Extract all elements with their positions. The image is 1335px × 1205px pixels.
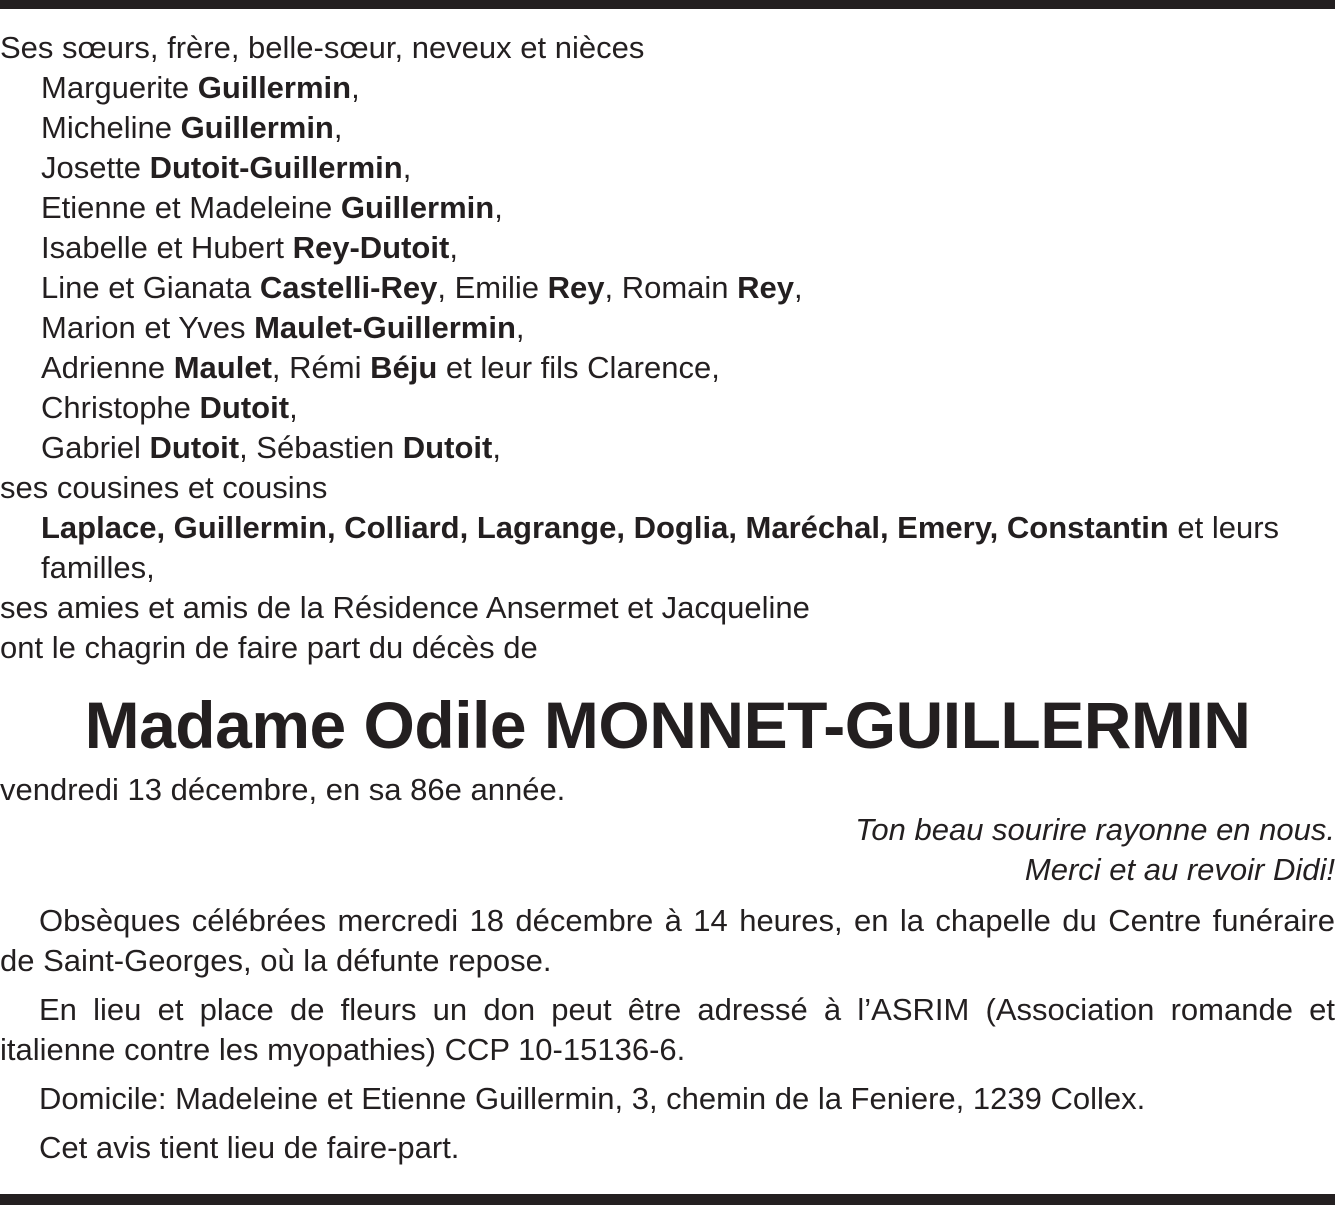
family-line-9: Christophe Dutoit, bbox=[41, 390, 298, 425]
family-line-7: Marion et Yves Maulet-Guillermin, bbox=[41, 310, 525, 345]
donation-paragraph: En lieu et place de fleurs un don peut être adressé à l’ASRIM (Association romande et italienne contre les myopathies) CCP 10-15136-6. bbox=[0, 992, 1335, 1067]
cousins-surnames: Laplace, Guillermin, Colliard, Lagrange, Doglia, Maréchal, Emery, Constantin bbox=[41, 510, 1169, 545]
obituary-notice bbox=[0, 28, 1335, 1168]
family-line-5: Isabelle et Hubert Rey-Dutoit, bbox=[41, 230, 458, 265]
family-line-2: Micheline Guillermin, bbox=[41, 110, 343, 145]
closing-paragraph: Cet avis tient lieu de faire-part. bbox=[39, 1130, 460, 1165]
quote-line-1: Ton beau sourire rayonne en nous. bbox=[855, 812, 1335, 847]
domicile-paragraph: Domicile: Madeleine et Etienne Guillermin, 3, chemin de la Feniere, 1239 Collex. bbox=[39, 1081, 1146, 1116]
cousins-intro: ses cousines et cousins bbox=[0, 470, 328, 505]
cousins-tail: et leurs familles, bbox=[41, 510, 1280, 585]
family-line-6: Line et Gianata Castelli-Rey, Emilie Rey, Romain Rey, bbox=[41, 270, 803, 305]
death-date: vendredi 13 décembre, en sa 86e année. bbox=[0, 772, 566, 807]
bottom-rule bbox=[0, 1194, 1335, 1205]
funeral-paragraph: Obsèques célébrées mercredi 18 décembre à 14 heures, en la chapelle du Centre funéraire de Saint-Georges, où la défunte repose. bbox=[0, 903, 1335, 978]
friends-line: ses amies et amis de la Résidence Ansermet et Jacqueline bbox=[0, 590, 810, 625]
intro-line: Ses sœurs, frère, belle-sœur, neveux et nièces bbox=[0, 30, 645, 65]
announce-line: ont le chagrin de faire part du décès de bbox=[0, 630, 538, 665]
top-rule bbox=[0, 0, 1335, 9]
quote-line-2: Merci et au revoir Didi! bbox=[1024, 852, 1335, 887]
family-line-3: Josette Dutoit-Guillermin, bbox=[41, 150, 412, 185]
family-line-1: Marguerite Guillermin, bbox=[41, 70, 360, 105]
cousins-names bbox=[0, 508, 1335, 588]
family-line-10: Gabriel Dutoit, Sébastien Dutoit, bbox=[41, 430, 501, 465]
family-line-8: Adrienne Maulet, Rémi Béju et leur fils Clarence, bbox=[41, 350, 720, 385]
family-line-4: Etienne et Madeleine Guillermin, bbox=[41, 190, 503, 225]
deceased-name: Madame Odile MONNET-GUILLERMIN bbox=[84, 688, 1251, 762]
